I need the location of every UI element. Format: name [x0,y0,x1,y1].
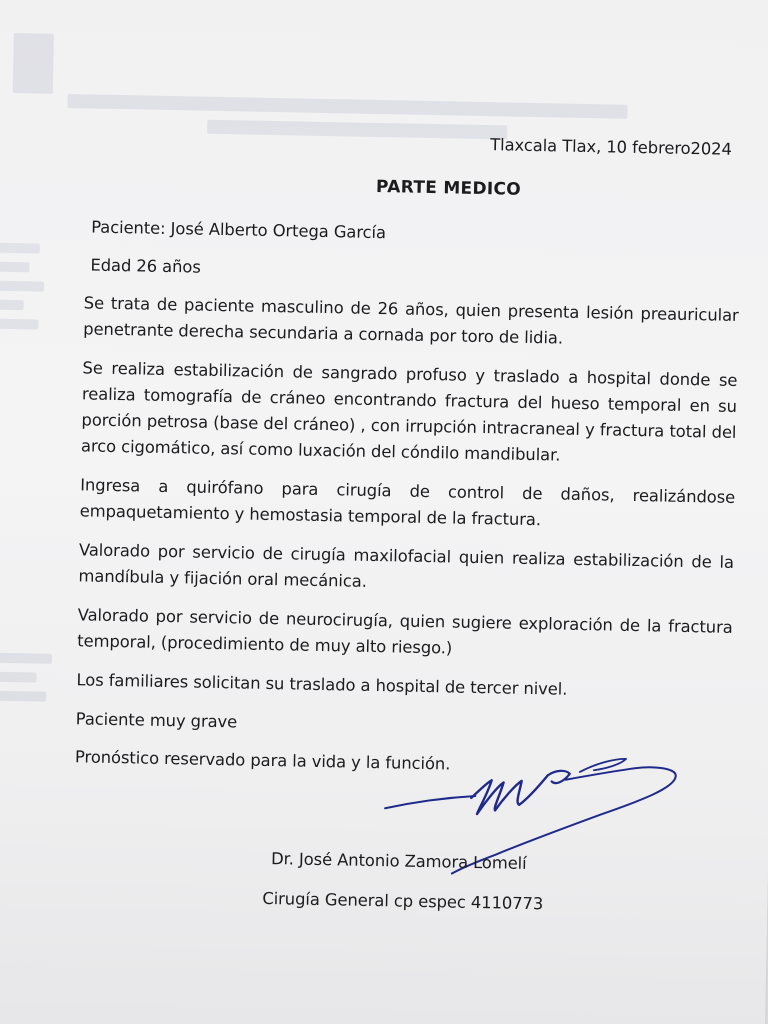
patient-age: Edad 26 años [90,255,201,277]
ghost-left-column-lower [0,653,62,711]
report-title: PARTE MEDICO [375,176,522,200]
doctor-name: Dr. José Antonio Zamora Lomelí [270,849,527,873]
prognosis: Pronóstico reservado para la vida y la función. [74,747,451,774]
patient-name: Paciente: José Alberto Ortega García [91,217,387,243]
paragraph-neurosurgery: Valorado por servicio de neurocirugía, quien sugiere exploración de la fractura temporal, (procedimiento de muy alto riesgo.) [77,605,733,658]
paragraph-maxillofacial: Valorado por servicio de cirugía maxilofacial quien realiza estabilización de la mandíbula y fijación oral mecánica. [78,540,735,591]
doctor-specialty: Cirugía General cp espec 4110773 [262,888,544,914]
ghost-logo-block [13,33,194,105]
place-and-date: Tlaxcala Tlax, 10 febrero2024 [490,135,732,159]
signature-block [72,782,730,935]
patient-status: Paciente muy grave [75,709,238,732]
paragraph-transfer: Los familiares solicitan su traslado a hospital de tercer nivel. [76,670,568,699]
paragraph-surgery: Ingresa a quirófano para cirugía de control de daños, realizándose empaquetamiento y hemostasia temporal de la fractura. [79,475,736,530]
report-content [72,124,742,934]
paragraph-stabilization: Se realiza estabilización de sangrado profuso y traslado a hospital donde se realiza tomografía de cráneo encontrando fractura del hueso temporal en su porción petrosa (base del cráneo) , con irrupción intracraneal y fractura total del arco cigomático, así como luxación del cóndilo mandibular. [80,358,738,465]
paragraph-injury: Se trata de paciente masculino de 26 años, quien presenta lesión preauricular penetrante derecha secundaria a cornada por toro de lidia. [83,293,739,348]
ghost-left-column [0,243,50,339]
